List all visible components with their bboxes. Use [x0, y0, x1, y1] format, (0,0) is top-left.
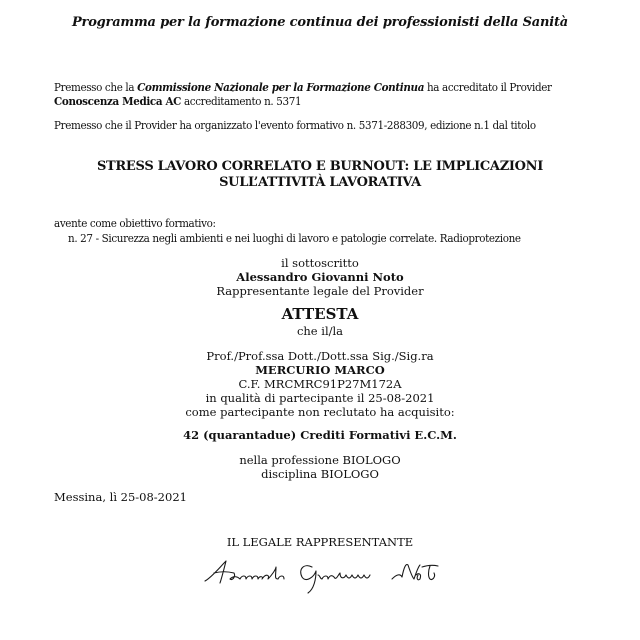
- place-date: Messina, lì 25-08-2021: [54, 490, 187, 504]
- participant-status: come partecipante non reclutato ha acquisito:: [185, 405, 455, 419]
- participant-date: in qualità di partecipante il 25-08-2021: [205, 391, 435, 405]
- attestation-subheading: che il/la: [296, 324, 344, 338]
- commission-name: Commissione Nazionale per la Formazione Continua: [137, 80, 425, 94]
- objective-label: avente come obiettivo formativo:: [54, 216, 216, 230]
- provider-name: Conoscenza Medica AC: [54, 94, 182, 108]
- signature-image: [200, 553, 450, 598]
- signatory-role: Rappresentante legale del Provider: [216, 284, 424, 298]
- premise-middle: ha accreditato il Provider: [424, 80, 552, 94]
- attestation-heading: ATTESTA: [281, 305, 359, 323]
- event-title-line1: STRESS LAVORO CORRELATO E BURNOUT: LE IMPLICAZIONI: [96, 159, 544, 174]
- participant-fiscal-code: C.F. MRCMRC91P27M172A: [238, 377, 402, 391]
- credits-awarded: 42 (quarantadue) Crediti Formativi E.C.M.: [183, 428, 457, 442]
- discipline-line: disciplina BIOLOGO: [261, 467, 379, 481]
- signatory-intro: il sottoscritto: [281, 256, 359, 270]
- accreditation-number: accreditamento n. 5371: [181, 94, 302, 108]
- objective-value: n. 27 - Sicurezza negli ambienti e nei luoghi di lavoro e patologie correlate. Radioprotezione: [68, 231, 521, 245]
- participant-titles: Prof./Prof.ssa Dott./Dott.ssa Sig./Sig.ra: [206, 349, 434, 363]
- profession-line: nella professione BIOLOGO: [239, 453, 401, 467]
- program-title: Programma per la formazione continua dei professionisti della Sanità: [71, 15, 569, 30]
- premise-provider: [54, 94, 301, 108]
- signatory-name: Alessandro Giovanni Noto: [236, 270, 404, 284]
- legal-rep-label: IL LEGALE RAPPRESENTANTE: [226, 535, 414, 549]
- participant-name: MERCURIO MARCO: [255, 363, 385, 377]
- premise-event: Premesso che il Provider ha organizzato l'evento formativo n. 5371-288309, edizione n.1 dal titolo: [54, 118, 536, 132]
- event-title-line2: SULL’ATTIVITÀ LAVORATIVA: [219, 175, 421, 190]
- premise-commission: [54, 80, 552, 94]
- premise-prefix: Premesso che la: [54, 80, 138, 94]
